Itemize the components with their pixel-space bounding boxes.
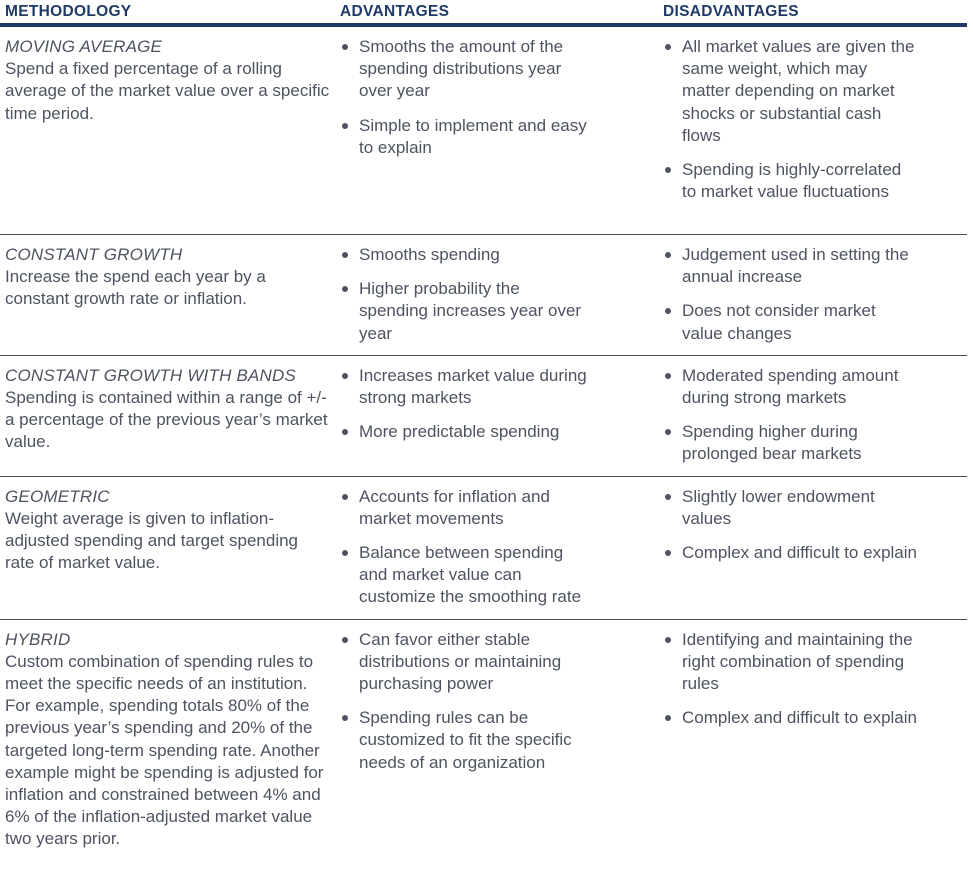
methodology-cell [0, 27, 340, 234]
table-header-row [0, 0, 967, 27]
disadvantages-cell [663, 235, 967, 355]
methodology-cell [0, 235, 340, 355]
disadvantage-item: Identifying and maintaining the right combination of spending rules [663, 629, 919, 696]
advantages-cell [340, 356, 663, 476]
methodology-name: GEOMETRIC [5, 486, 110, 506]
disadvantage-item: Slightly lower endowment values [663, 486, 919, 530]
disadvantage-item: Moderated spending amount during strong markets [663, 365, 919, 409]
disadvantage-item: Complex and difficult to explain [663, 542, 919, 564]
methodology-cell [0, 477, 340, 619]
advantages-cell [340, 27, 663, 234]
disadvantage-item: Does not consider market value changes [663, 300, 919, 344]
header-methodology: METHODOLOGY [5, 3, 132, 20]
disadvantage-item: Judgement used in setting the annual increase [663, 244, 919, 288]
advantage-item: Smooths spending [340, 244, 591, 266]
header-advantages: ADVANTAGES [340, 3, 450, 20]
advantage-item: Simple to implement and easy to explain [340, 115, 591, 159]
methodology-description: Spend a fixed percentage of a rolling average of the market value over a specific time period. [5, 59, 330, 123]
methodology-name: CONSTANT GROWTH [5, 245, 183, 264]
advantage-item: Spending rules can be customized to fit the specific needs of an organization [340, 707, 591, 774]
disadvantage-item: All market values are given the same weight, which may matter depending on market shocks or substantial cash flows [663, 36, 919, 147]
disadvantages-cell [663, 477, 967, 619]
advantage-item: Increases market value during strong markets [340, 365, 591, 409]
disadvantages-cell [663, 27, 967, 234]
methodology-name: CONSTANT GROWTH WITH BANDS [5, 365, 297, 385]
advantage-item: Can favor either stable distributions or maintaining purchasing power [340, 629, 591, 696]
methodology-description: Custom combination of spending rules to meet the specific needs of an institution. For example, spending totals 80% of the previous year’s spending and 20% of the targeted long-term spending rate. Another example might be spending is adjusted for inflation and constrained between 4% and 6% of the inflation-adjusted market value two years prior. [5, 651, 324, 849]
methodology-description: Weight average is given to inflation-adjusted spending and target spending rate of market value. [5, 508, 299, 573]
advantage-item: Higher probability the spending increases year over year [340, 278, 591, 345]
table-row [0, 356, 967, 477]
methodology-description: Increase the spend each year by a constant growth rate or inflation. [5, 267, 266, 309]
methodology-cell [0, 620, 340, 889]
methodology-description: Spending is contained within a range of +/- a percentage of the previous year’s market value. [5, 388, 328, 452]
table-row [0, 27, 967, 235]
disadvantage-item: Spending higher during prolonged bear markets [663, 421, 919, 465]
advantages-cell [340, 620, 663, 889]
table-row [0, 477, 967, 620]
table-row [0, 235, 967, 356]
advantage-item: Smooths the amount of the spending distributions year over year [340, 36, 591, 103]
advantage-item: Balance between spending and market value can customize the smoothing rate [340, 542, 591, 609]
advantages-cell [340, 477, 663, 619]
disadvantage-item: Spending is highly-correlated to market value fluctuations [663, 159, 919, 203]
advantage-item: Accounts for inflation and market movements [340, 486, 591, 530]
methodology-name: HYBRID [5, 629, 71, 649]
methodology-name: MOVING AVERAGE [5, 37, 163, 56]
header-disadvantages: DISADVANTAGES [663, 3, 799, 20]
table-row [0, 620, 967, 889]
disadvantages-cell [663, 356, 967, 476]
methodology-cell [0, 356, 340, 476]
disadvantages-cell [663, 620, 967, 889]
disadvantage-item: Complex and difficult to explain [663, 707, 919, 729]
advantages-cell [340, 235, 663, 355]
advantage-item: More predictable spending [340, 421, 591, 443]
